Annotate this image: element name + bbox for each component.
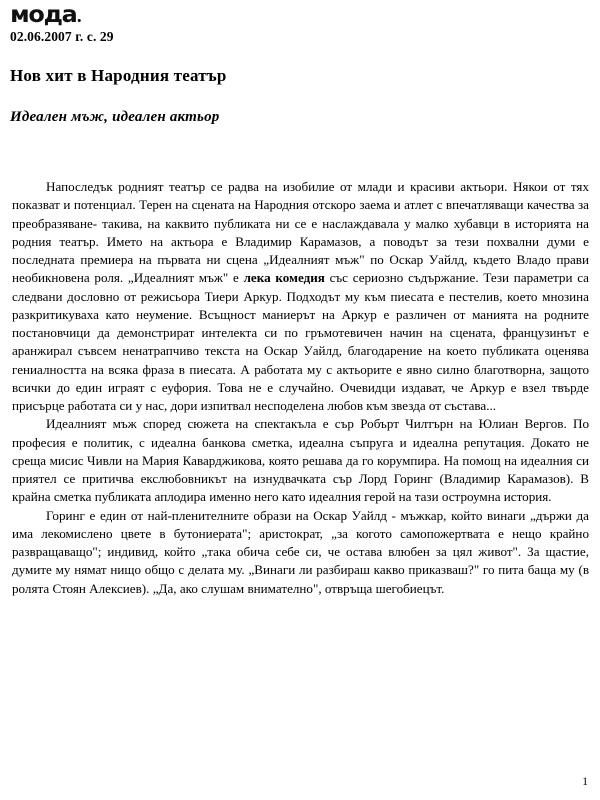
publication-logo-text: мода xyxy=(10,2,77,28)
article-body xyxy=(8,178,592,598)
masthead xyxy=(8,4,592,50)
body-paragraph: Напоследък родният театър се радва на изобилие от млади и красиви актьори. Някои от тях показват и потенциал. Терен на сцената на Народния отскоро заема и атлет с впечатляващи качества за преобразяване- такива, на каквито публиката ни се е наслаждавала у малко хубавци в историята на родния театър. Името на актьора е Владимир Карамазов, а поводът за тези похвални думи е последната премиера на първата ни сцена „Идеалният мъж" по Оскар Уайлд, където Владо прави необикновена роля. „Идеалният мъж" е лека комедия със сериозно съдържание. Тези параметри са следвани дословно от режисьора Тиери Аркур. Подходът му към пиесата е пестелив, което мнозина разкритикуваха като неумение. Всъщност маниерът на Аркур е различен от манията на родните постановчици да демонстрират интелекта си по гръмотевичен начин на сцената, французинът е аранжирал съвсем ненатрапчиво текста на Оскар Уайлд, благодарение на което публиката оценява гениалността на всяка фраза в пиесата. А работата му с актьорите е явно силно благотворна, защото всички до един играят с еуфория. Това не е случайно. Очевидци издават, че Аркур е взел твърде присърце работата си у нас, дори изпитвал несподелена любов към звезда от състава... xyxy=(12,179,589,413)
page-number: 1 xyxy=(582,776,588,788)
article-subheadline: Идеален мъж, идеален актьор xyxy=(10,109,220,125)
body-paragraph: Горинг е един от най-пленителните образи на Оскар Уайлд - мъжкар, който винаги „държи да има лекомислено цвете в бутониерата"; аристократ, „за когото самопожертвата е нещо крайно развращаващо"; индивид, който „така обича себе си, че остава влюбен за цял живот". За щастие, думите му нямат нищо общо с делата му. „Винаги ли разбираш какво приказваш?" го пита баща му (в ролята Стоян Алексиев). „Да, ако слушам внимателно", отвръща шегобиецът. xyxy=(12,507,589,596)
article-headline: Нов хит в Народния театър xyxy=(10,66,227,85)
publication-logo xyxy=(8,4,81,26)
logo-dot-icon xyxy=(78,19,81,22)
issue-date-line: 02.06.2007 г. с. 29 xyxy=(10,29,114,44)
body-paragraph: Идеалният мъж според сюжета на спектакъла е сър Робърт Чилтърн на Юлиан Вергов. По професия е политик, с идеална банкова сметка, идеална съпруга и идеална репутация. Докато не среща мисис Чивли на Мария Каварджикова, която решава да го корумпира. На помощ на идеалния си приятел се притичва екслюбовникът на изнудвачката сър Лорд Горинг (Владимир Карамазов). В крайна сметка публиката аплодира именно него като идеалния герой на тази остроумна история. xyxy=(12,416,589,505)
emphasis-bold: лека комедия xyxy=(243,270,325,286)
